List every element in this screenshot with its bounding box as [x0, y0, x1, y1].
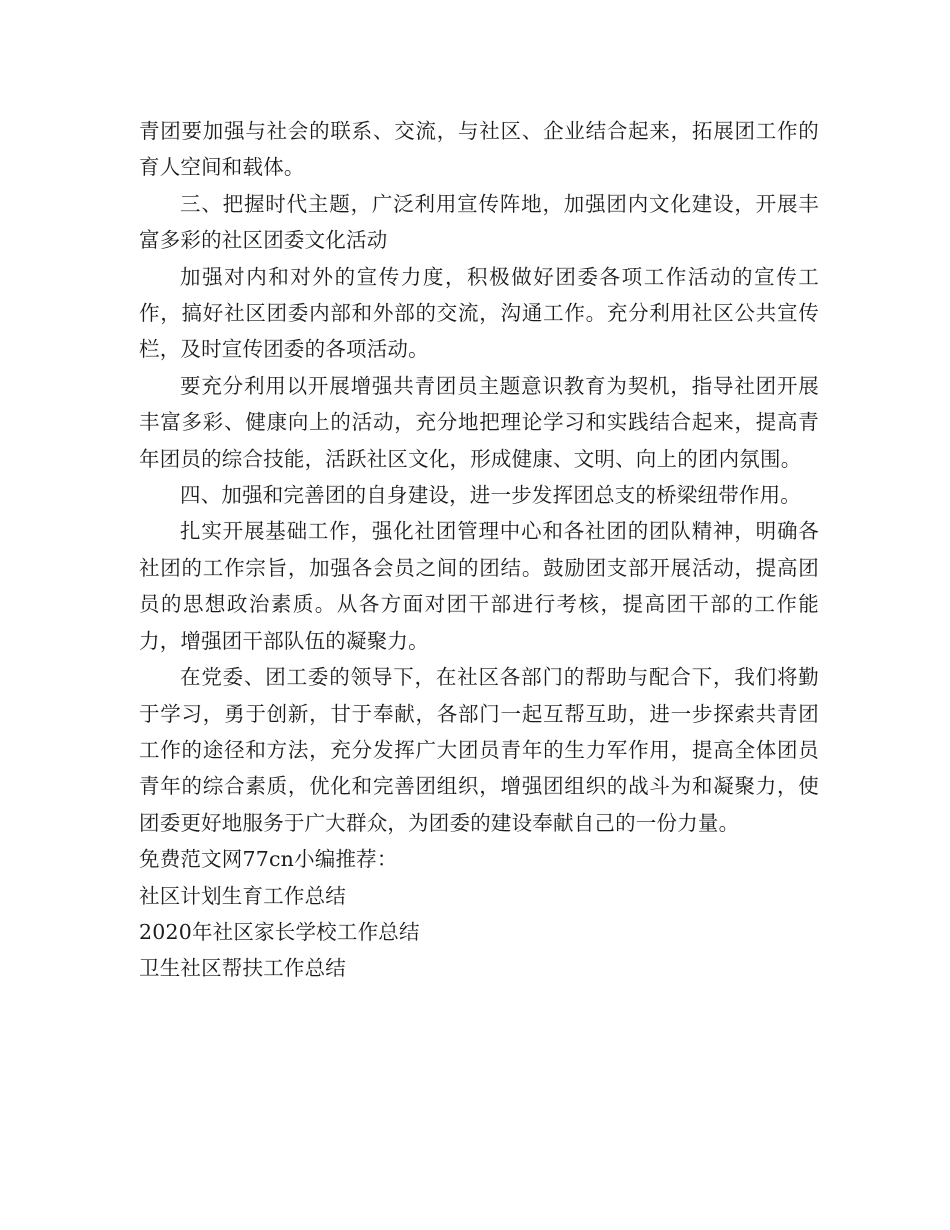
- section-heading-four: 四、加强和完善团的自身建设，进一步发挥团总支的桥梁纽带作用。: [180, 483, 801, 508]
- recommend-link[interactable]: 社区计划生育工作总结: [139, 883, 346, 908]
- paragraph-conclusion: 在党委、团工委的领导下，在社区各部门的帮助与配合下，我们将勤于学习，勇于创新，甘于奉献，各部门一起互帮互助，进一步探索共青团工作的途径和方法，充分发挥广大团员青年的生力军作用，提高全体团员青年的综合素质，优化和完善团组织，增强团组织的战斗为和凝聚力，使团委更好地服务于广大群众，为团委的建设奉献自己的一份力量。: [139, 665, 819, 835]
- recommend-link[interactable]: 卫生社区帮扶工作总结: [139, 956, 346, 981]
- recommend-link[interactable]: 2020年社区家长学校工作总结: [139, 919, 420, 944]
- paragraph-publicity: 加强对内和对外的宣传力度，积极做好团委各项工作活动的宣传工作，搞好社区团委内部和外部的交流，沟通工作。充分利用社区公共宣传栏，及时宣传团委的各项活动。: [139, 264, 819, 362]
- paragraph-foundation-work: 扎实开展基础工作，强化社团管理中心和各社团的团队精神，明确各社团的工作宗旨，加强各会员之间的团结。鼓励团支部开展活动，提高团员的思想政治素质。从各方面对团干部进行考核，提高团干部的工作能力，增强团干部队伍的凝聚力。: [139, 519, 819, 653]
- paragraph-activities: 要充分利用以开展增强共青团员主题意识教育为契机，指导社团开展丰富多彩、健康向上的活动，充分地把理论学习和实践结合起来，提高青年团员的综合技能，活跃社区文化，形成健康、文明、向上的团内氛围。: [139, 373, 819, 471]
- section-heading-three: 三、把握时代主题，广泛利用宣传阵地，加强团内文化建设，开展丰富多彩的社区团委文化活动: [139, 191, 819, 253]
- recommend-label: 免费范文网77cn小编推荐：: [139, 847, 398, 872]
- paragraph-continuation: 青团要加强与社会的联系、交流，与社区、企业结合起来，拓展团工作的育人空间和载体。: [139, 119, 819, 180]
- document-body: [139, 113, 819, 987]
